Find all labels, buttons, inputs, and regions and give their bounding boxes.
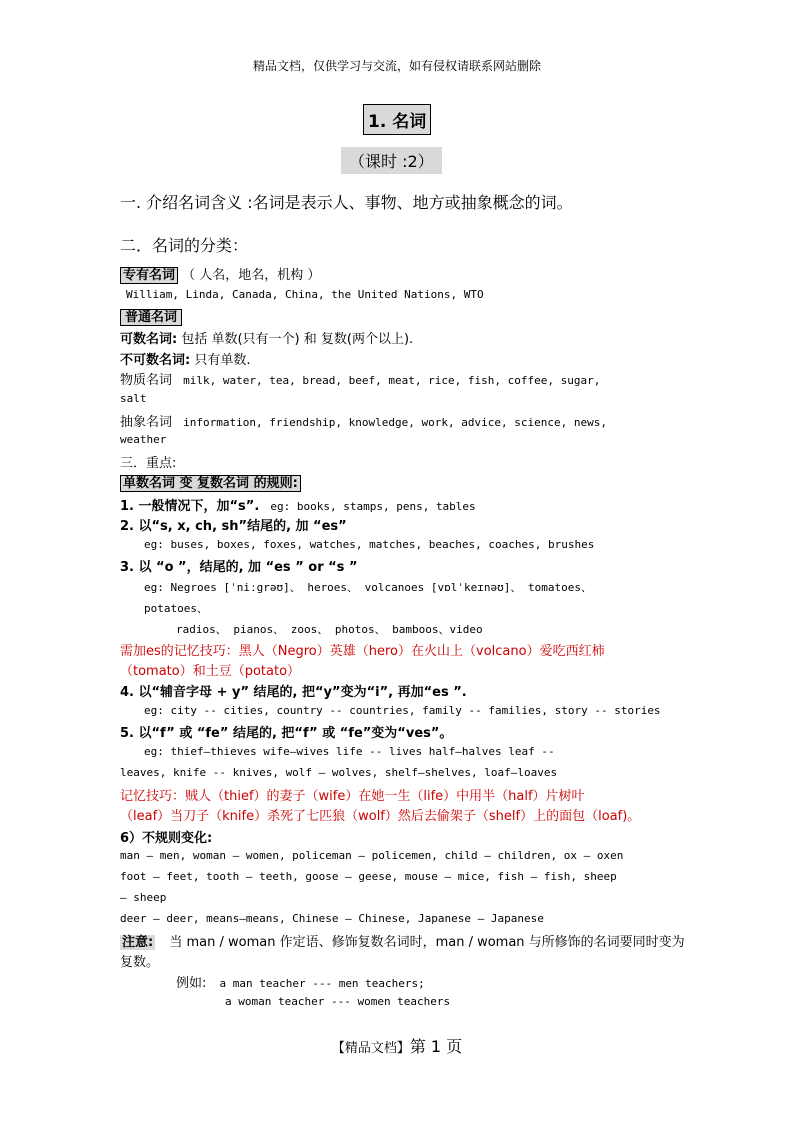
page-header: 精品文档，仅供学习与交流，如有侵权请联系网站删除 bbox=[252, 59, 541, 73]
material-noun-cont: salt bbox=[120, 392, 147, 405]
example-label: 例如: bbox=[176, 976, 207, 991]
rule-5-example-1: eg: thief—thieves wife—wives life -- lives half—halves leaf -- bbox=[144, 745, 555, 758]
countable-label: 可数名词: bbox=[120, 332, 178, 347]
memo-ves-line-1: 记忆技巧：贼人（thief）的妻子（wife）在她一生（life）中用半（half）片树叶 bbox=[120, 789, 585, 804]
uncountable-label: 不可数名词: bbox=[120, 353, 191, 368]
material-noun-label: 物质名词 bbox=[120, 373, 173, 388]
example-row-1 bbox=[176, 972, 425, 991]
common-noun-label: 普通名词 bbox=[120, 309, 182, 326]
rule-2-example: eg: buses, boxes, foxes, watches, matches, beaches, coaches, brushes bbox=[144, 538, 595, 551]
uncountable-text: 只有单数. bbox=[194, 353, 251, 368]
rule-3-example-3: radios、 pianos、 zoos、 photos、 bamboos、video bbox=[176, 623, 483, 636]
proper-noun-label: 专有名词 bbox=[120, 267, 178, 284]
memo-ves-line-2: （leaf）当刀子（knife）杀死了七匹狼（wolf）然后去偷架子（shelf）上的面包（loaf)。 bbox=[120, 809, 641, 824]
rule-1-label: 1. 一般情况下，加“s”. bbox=[120, 499, 260, 514]
irregular-line-1: man – men, woman – women, policeman – policemen, child – children, ox – oxen bbox=[120, 849, 624, 862]
rule-5-label: 5. 以“f” 或 “fe” 结尾的, 把“f” 或 “fe”变为“ves”。 bbox=[120, 726, 453, 741]
rules-title-row bbox=[120, 472, 301, 491]
section-1-heading: 一. 介绍名词含义 :名词是表示人、事物、地方或抽象概念的词。 bbox=[120, 193, 573, 212]
rule-3-label: 3. 以 “o ”，结尾的, 加 “es ” or “s ” bbox=[120, 560, 358, 575]
rule-6-label: 6）不规则变化: bbox=[120, 831, 213, 846]
memo-es-line-2: （tomato）和土豆（potato） bbox=[120, 664, 301, 679]
abstract-noun-text: information, friendship, knowledge, work, advice, science, news, bbox=[183, 416, 607, 429]
memo-es-line-1: 需加es的记忆技巧：黑人（Negro）英雄（hero）在火山上（volcano）爱吃西红柿 bbox=[120, 644, 605, 659]
rule-3-example-2: potatoes、 bbox=[144, 602, 208, 615]
rule-4-example: eg: city -- cities, country -- countries, family -- families, story -- stories bbox=[144, 704, 661, 717]
abstract-noun-cont: weather bbox=[120, 433, 167, 446]
note-text-2: 复数。 bbox=[120, 955, 160, 970]
footer-prefix: 【精品文档】 bbox=[331, 1041, 410, 1056]
note-label: 注意: bbox=[122, 935, 154, 950]
page-title: 1. 名词 bbox=[363, 104, 431, 135]
irregular-line-2: foot – feet, tooth – teeth, goose – geese, mouse – mice, fish – fish, sheep bbox=[120, 870, 617, 883]
rule-1 bbox=[120, 495, 476, 514]
rule-2-label: 2. 以“s, x, ch, sh”结尾的, 加 “es” bbox=[120, 519, 347, 534]
irregular-line-4: deer – deer, means–means, Chinese – Chinese, Japanese – Japanese bbox=[120, 912, 544, 925]
note-row bbox=[120, 931, 685, 950]
footer-page-number: 第 1 页 bbox=[409, 1037, 463, 1056]
irregular-line-3: – sheep bbox=[120, 891, 167, 904]
note-text-1: 当 man / woman 作定语、修饰复数名词时，man / woman 与所修饰的名词要同时变为 bbox=[169, 935, 685, 950]
rules-title: 单数名词 变 复数名词 的规则: bbox=[120, 475, 301, 492]
abstract-noun-label: 抽象名词 bbox=[120, 415, 173, 430]
period-label: （课时 :2） bbox=[341, 147, 442, 174]
material-noun-row bbox=[120, 369, 600, 388]
material-noun-text: milk, water, tea, bread, beef, meat, rice, fish, coffee, sugar, bbox=[183, 374, 601, 387]
rule-1-example: eg: books, stamps, pens, tables bbox=[270, 500, 476, 513]
countable-text: 包括 单数(只有一个) 和 复数(两个以上). bbox=[181, 332, 414, 347]
common-noun-row bbox=[120, 306, 182, 325]
rule-3-example-1: eg: Negroes [ˈniːgrəʊ]、 heroes、 volcanoes [vɒlˈkeɪnəʊ]、 tomatoes、 bbox=[144, 581, 592, 594]
uncountable-row bbox=[120, 349, 250, 368]
proper-noun-desc: （ 人名，地名，机构 ） bbox=[182, 268, 321, 283]
example-2: a woman teacher --- women teachers bbox=[225, 995, 451, 1008]
section-3-heading: 三．重点: bbox=[120, 456, 177, 471]
proper-noun-row bbox=[120, 264, 320, 283]
rule-4-label: 4. 以“辅音字母 + y” 结尾的, 把“y”变为“i”, 再加“es ”. bbox=[120, 685, 467, 700]
rule-5-example-2: leaves, knife -- knives, wolf – wolves, shelf—shelves, loaf—loaves bbox=[120, 766, 558, 779]
example-1: a man teacher --- men teachers; bbox=[219, 977, 425, 990]
countable-row bbox=[120, 328, 413, 347]
abstract-noun-row bbox=[120, 411, 607, 430]
proper-noun-examples: William, Linda, Canada, China, the United Nations, WTO bbox=[126, 288, 484, 301]
page-footer bbox=[0, 1034, 794, 1057]
section-2-heading: 二．名词的分类： bbox=[120, 236, 249, 255]
